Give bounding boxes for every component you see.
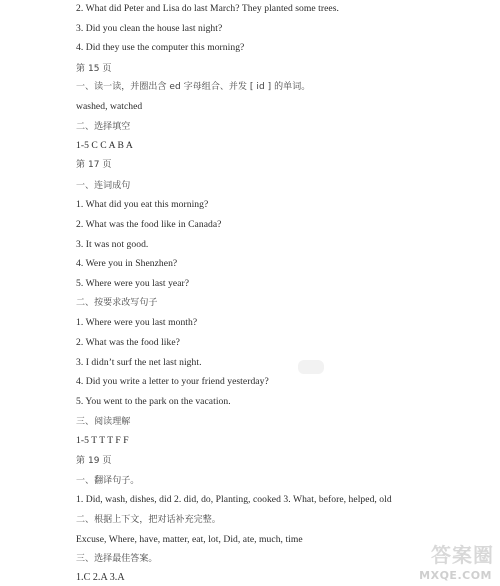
text-line: 5. Where were you last year? — [76, 278, 190, 289]
text-line: 4. Did they use the computer this morning? — [76, 42, 245, 53]
text-line: 2. What was the food like in Canada? — [76, 219, 222, 230]
text-line: 2. What did Peter and Lisa do last March? They planted some trees. — [76, 3, 339, 14]
text-line: Excuse, Where, have, matter, eat, lot, Did, ate, much, time — [76, 534, 303, 545]
text-line: 1. What did you eat this morning? — [76, 199, 209, 210]
text-line: 5. You went to the park on the vacation. — [76, 396, 231, 407]
text-line: 2. What was the food like? — [76, 337, 180, 348]
section-heading: 一、读一读，并圈出含 ed 字母组合、并发 [ id ] 的单词。 — [76, 82, 311, 92]
text-line: 1. Where were you last month? — [76, 317, 198, 328]
section-heading: 二、根据上下文，把对话补充完整。 — [76, 515, 221, 525]
section-heading: 二、选择填空 — [76, 122, 131, 132]
answer-line: 1-5 T T T F F — [76, 435, 129, 446]
text-line: 3. Did you clean the house last night? — [76, 23, 223, 34]
answer-line: 1.C 2.A 3.A — [76, 572, 125, 583]
watermark — [402, 542, 494, 582]
section-heading: 三、阅读理解 — [76, 417, 131, 427]
watermark-smudge — [298, 360, 324, 374]
text-line: 4. Did you write a letter to your friend yesterday? — [76, 376, 269, 387]
page-heading-15: 第 15 页 — [76, 64, 112, 74]
page-heading-17: 第 17 页 — [76, 160, 112, 170]
watermark-url: MXQE.COM — [419, 569, 492, 582]
section-heading: 二、按要求改写句子 — [76, 298, 158, 308]
section-heading: 一、翻译句子。 — [76, 476, 140, 486]
watermark-logo: 答案圈 — [431, 543, 494, 567]
text-line: 4. Were you in Shenzhen? — [76, 258, 178, 269]
page-heading-19: 第 19 页 — [76, 456, 112, 466]
text-line: 3. I didn’t surf the net last night. — [76, 357, 202, 368]
text-line: 1. Did, wash, dishes, did 2. did, do, Planting, cooked 3. What, before, helped, old — [76, 494, 392, 505]
section-heading: 三、选择最佳答案。 — [76, 554, 158, 564]
text-line: 3. It was not good. — [76, 239, 149, 250]
text-line: washed, watched — [76, 101, 143, 112]
answer-line: 1-5 C C A B A — [76, 140, 133, 151]
section-heading: 一、连词成句 — [76, 181, 131, 191]
